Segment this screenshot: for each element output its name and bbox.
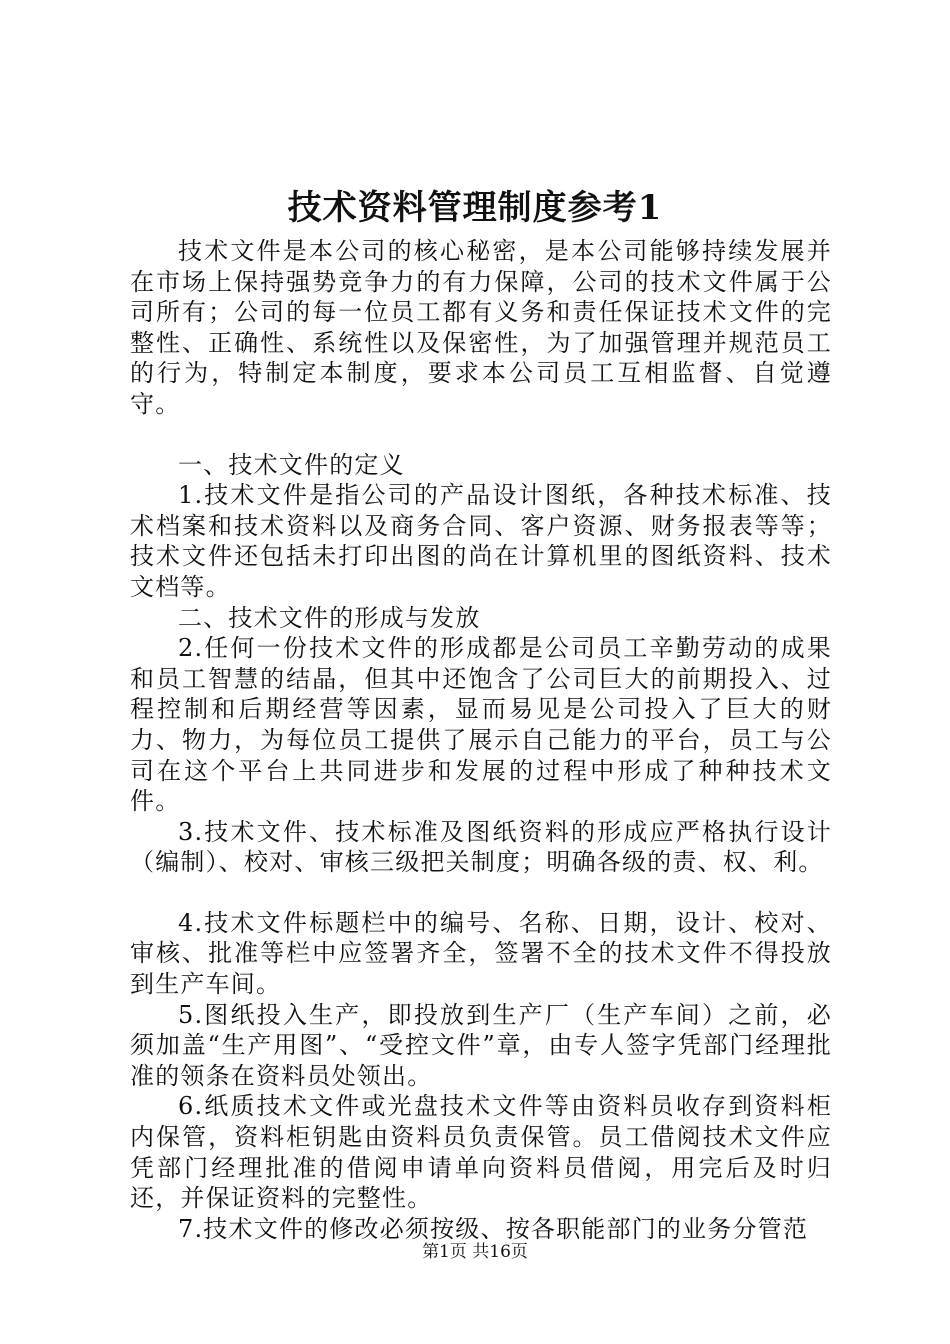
section-heading-1: 一、技术文件的定义 (178, 450, 405, 479)
paragraph-item-3: 3.技术文件、技术标准及图纸资料的形成应严格执行设计（编制）、校对、审核三级把关制度；明确各级的责、权、利。 (130, 817, 832, 877)
page-footer: 第1页 共16页 (422, 1242, 528, 1262)
paragraph-item-7: 7.技术文件的修改必须按级、按各职能部门的业务分管范 (178, 1214, 809, 1243)
paragraph-item-1: 1.技术文件是指公司的产品设计图纸，各种技术标准、技术档案和技术资料以及商务合同、客户资源、财务报表等等；技术文件还包括未打印出图的尚在计算机里的图纸资料、技术文档等。 (130, 481, 832, 601)
paragraph-item-2: 2.任何一份技术文件的形成都是公司员工辛勤劳动的成果和员工智慧的结晶，但其中还饱含了公司巨大的前期投入、过程控制和后期经营等因素，显而易见是公司投入了巨大的财力、物力，为每位员工提供了展示自己能力的平台，员工与公司在这个平台上共同进步和发展的过程中形成了种种技术文件。 (130, 634, 832, 816)
paragraph-gap (130, 878, 832, 908)
paragraph-gap (130, 420, 832, 450)
document-body (130, 236, 832, 1244)
paragraph-item-4: 4.技术文件标题栏中的编号、名称、日期，设计、校对、审核、批准等栏中应签署齐全，签署不全的技术文件不得投放到生产车间。 (130, 908, 832, 999)
paragraph-item-5: 5.图纸投入生产，即投放到生产厂（生产车间）之前，必须加盖“生产用图”、“受控文件”章，由专人签字凭部门经理批准的领条在资料员处领出。 (130, 1000, 832, 1090)
section-heading-2: 二、技术文件的形成与发放 (178, 603, 481, 632)
paragraph-item-6: 6.纸质技术文件或光盘技术文件等由资料员收存到资料柜内保管，资料柜钥匙由资料员负责保管。员工借阅技术文件应凭部门经理批准的借阅申请单向资料员借阅，用完后及时归还，并保证资料的完整性。 (130, 1092, 832, 1213)
paragraph-intro: 技术文件是本公司的核心秘密，是本公司能够持续发展并在市场上保持强势竞争力的有力保障，公司的技术文件属于公司所有；公司的每一位员工都有义务和责任保证技术文件的完整性、正确性、系统性以及保密性，为了加强管理并规范员工的行为，特制定本制度，要求本公司员工互相监督、自觉遵守。 (130, 237, 832, 418)
document-title: 技术资料管理制度参考1 (287, 188, 663, 228)
